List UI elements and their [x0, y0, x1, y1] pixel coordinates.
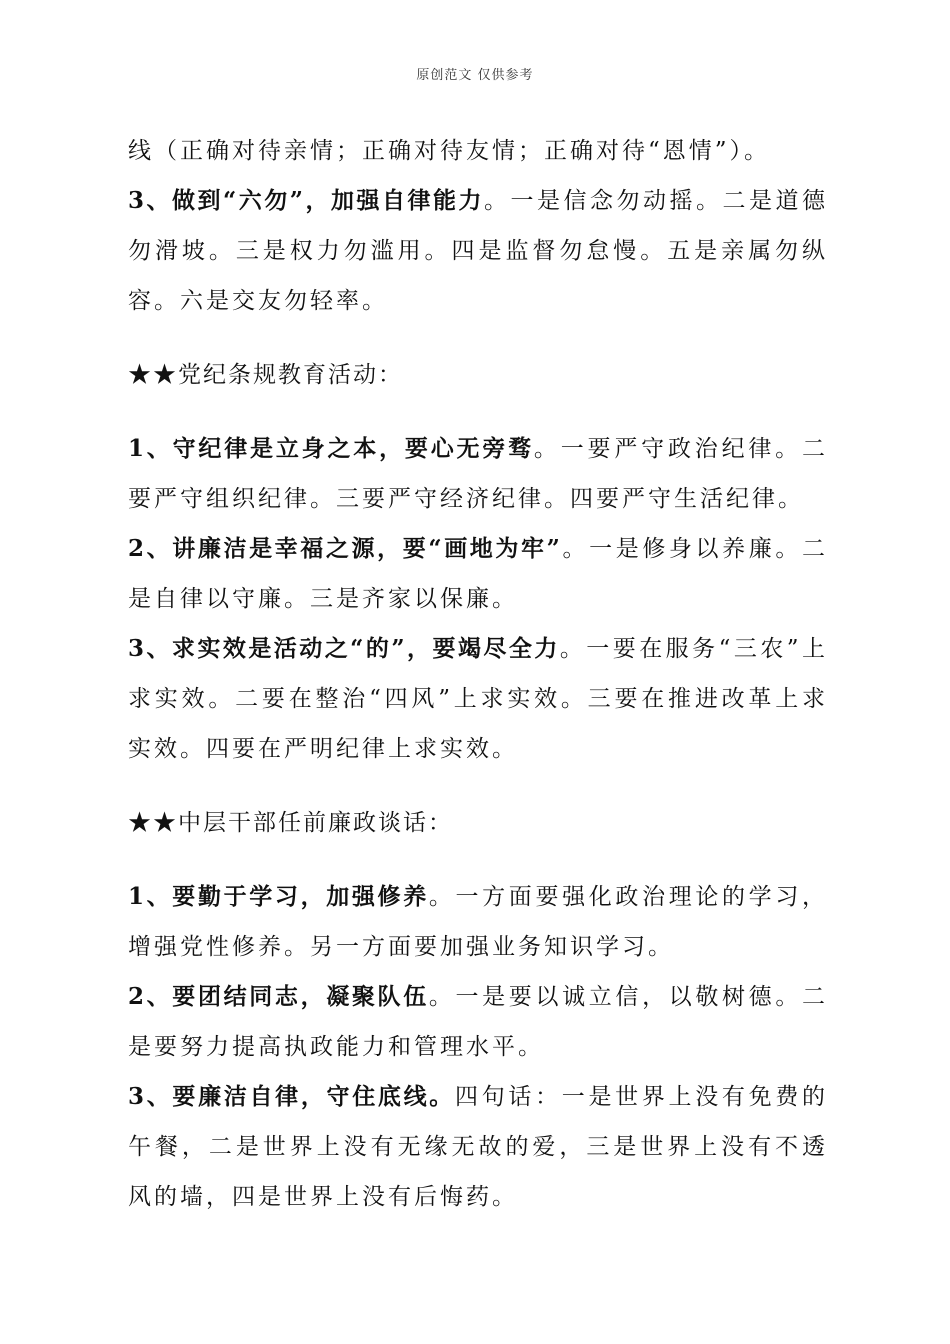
section2-item-2: [128, 524, 828, 624]
item-text: 。一方面要强化政治理论的学习，增强党性修养。另一方面要加强业务知识学习。: [128, 884, 828, 960]
item-heading: 1、守纪律是立身之本，要心无旁骛: [128, 435, 534, 462]
continuation-line: 线（正确对待亲情；正确对待友情；正确对待“恩情”）。: [128, 138, 771, 164]
item-heading: 2、要团结同志，凝聚队伍: [128, 983, 429, 1010]
section-title: ★★中层干部任前廉政谈话：: [128, 810, 453, 836]
section-title: ★★党纪条规教育活动：: [128, 362, 403, 388]
item-heading: 3、要廉洁自律，守住底线。: [128, 1083, 455, 1110]
section2-item-1: [128, 424, 828, 524]
item-heading: 2、讲廉洁是幸福之源，要“画地为牢”: [128, 535, 562, 562]
document-body: [128, 126, 828, 1222]
item-text: 。一是信念勿动摇。二是道德勿滑坡。三是权力勿滥用。四是监督勿怠慢。五是亲属勿纵容。六是交友勿轻率。: [128, 188, 828, 314]
paragraph-item-3: [128, 176, 828, 326]
item-text: 。一要在服务“三农”上求实效。二要在整治“四风”上求实效。三要在推进改革上求实效。四要在严明纪律上求实效。: [128, 636, 828, 762]
item-text: 。一要严守政治纪律。二要严守组织纪律。三要严守经济纪律。四要严守生活纪律。: [128, 436, 828, 512]
item-heading: 1、要勤于学习，加强修养: [128, 883, 429, 910]
section3-item-1: [128, 872, 828, 972]
section2-item-3: [128, 624, 828, 774]
item-heading: 3、做到“六勿”，加强自律能力: [128, 187, 484, 214]
section3-item-2: [128, 972, 828, 1072]
page-header: 原创范文 仅供参考: [416, 68, 534, 83]
item-text: 。一是要以诚立信，以敬树德。二是要努力提高执政能力和管理水平。: [128, 984, 828, 1060]
section3-item-3: [128, 1072, 828, 1222]
item-text: 四句话：一是世界上没有免费的午餐，二是世界上没有无缘无故的爱，三是世界上没有不透风的墙，四是世界上没有后悔药。: [128, 1084, 828, 1210]
item-heading: 3、求实效是活动之“的”，要竭尽全力: [128, 635, 560, 662]
item-text: 。一是修身以养廉。二是自律以守廉。三是齐家以保廉。: [128, 536, 828, 612]
